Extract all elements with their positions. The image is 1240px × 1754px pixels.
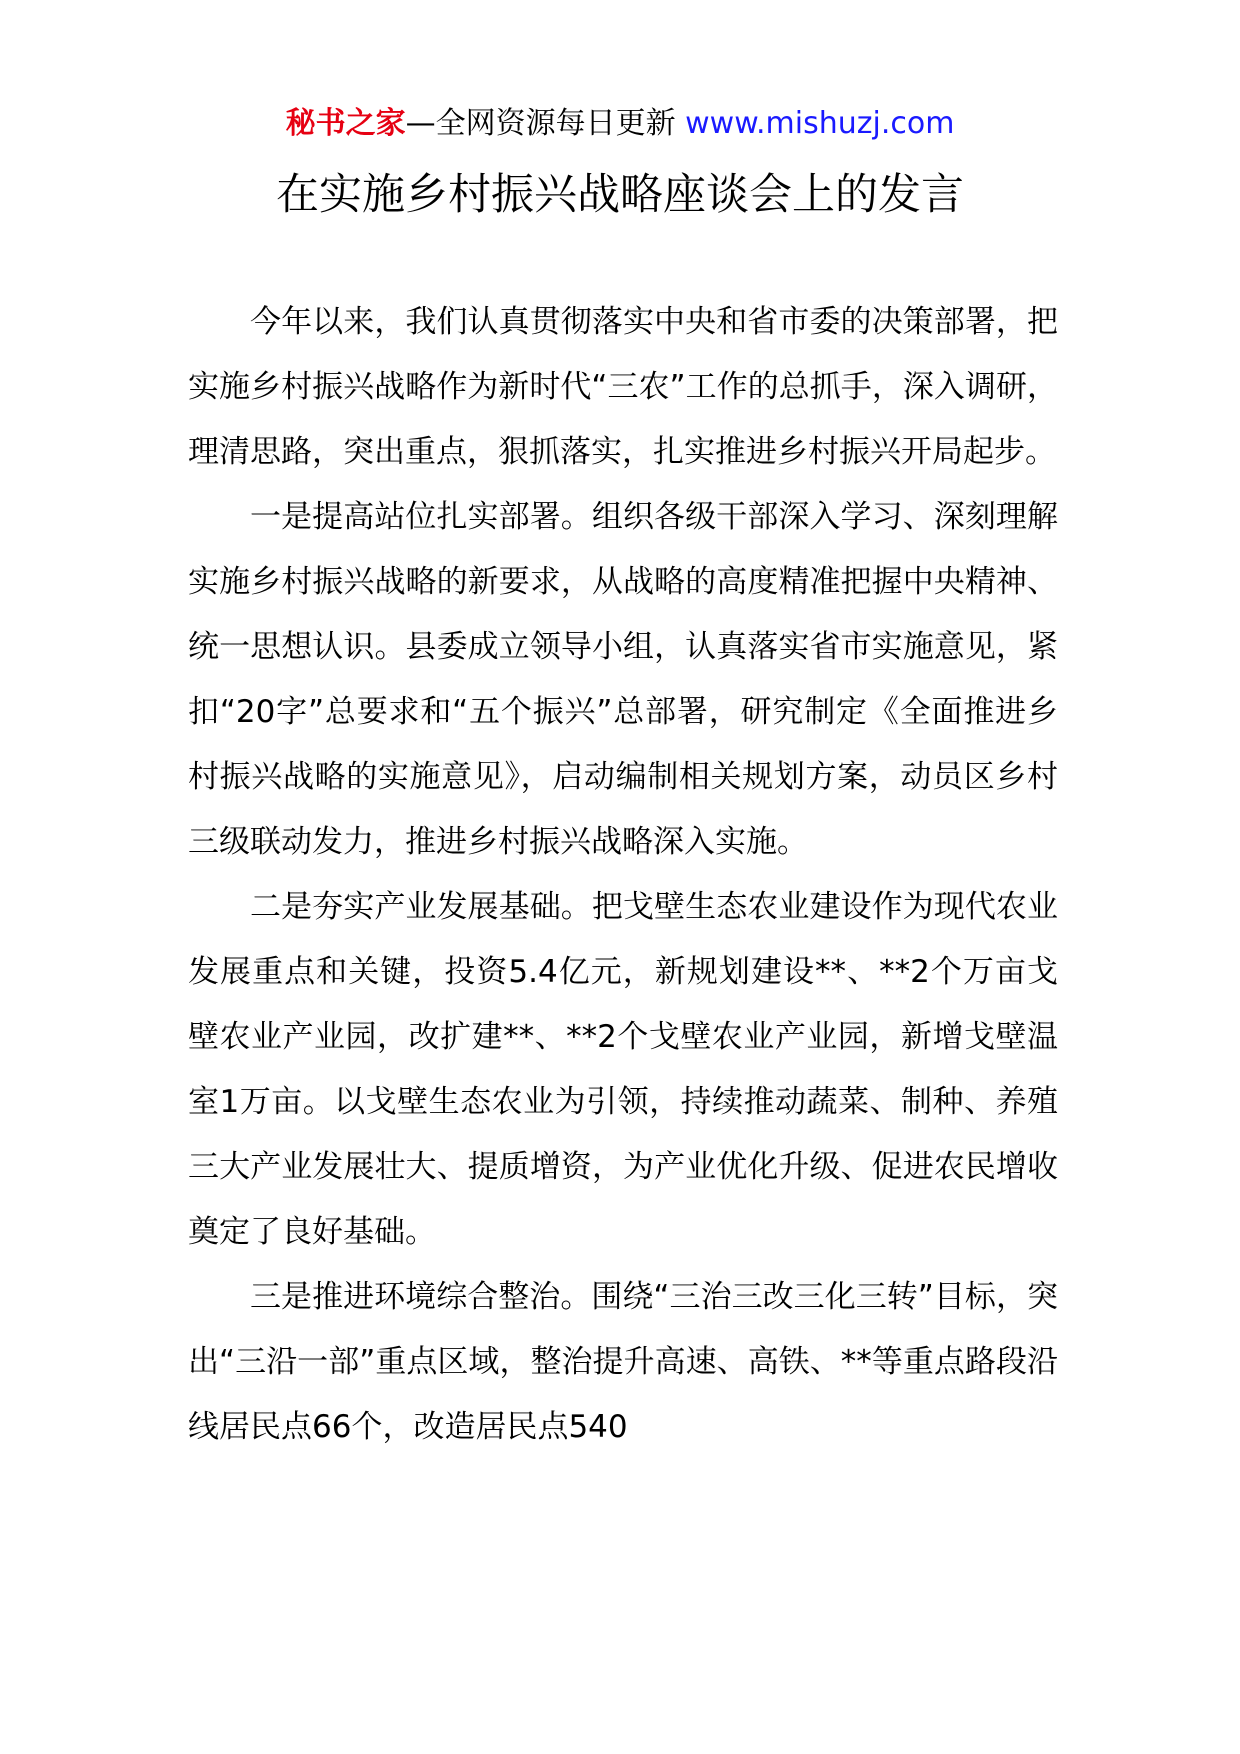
header-tagline: —全网资源每日更新 bbox=[405, 106, 676, 141]
site-header bbox=[0, 102, 1240, 146]
brand-name: 秘书之家 bbox=[285, 106, 406, 141]
paragraph-point-three: 三是推进环境综合整治。围绕“三治三改三化三转”目标，突出“三沿一部”重点区域，整治提升高速、高铁、**等重点路段沿线居民点66个，改造居民点540 bbox=[188, 1279, 1058, 1445]
paragraph-point-two: 二是夯实产业发展基础。把戈壁生态农业建设作为现代农业发展重点和关键，投资5.4亿元，新规划建设**、**2个万亩戈壁农业产业园，改扩建**、**2个戈壁农业产业园，新增戈壁温室1万亩。以戈壁生态农业为引领，持续推动蔬菜、制种、养殖三大产业发展壮大、提质增资，为产业优化升级、促进农民增收奠定了良好基础。 bbox=[188, 889, 1058, 1250]
document-title: 在实施乡村振兴战略座谈会上的发言 bbox=[276, 170, 964, 220]
document-body bbox=[188, 290, 1058, 1460]
site-url-link[interactable]: www.mishuzj.com bbox=[685, 106, 955, 141]
paragraph-intro: 今年以来，我们认真贯彻落实中央和省市委的决策部署，把实施乡村振兴战略作为新时代“三农”工作的总抓手，深入调研，理清思路，突出重点，狠抓落实，扎实推进乡村振兴开局起步。 bbox=[188, 304, 1058, 470]
paragraph-point-one: 一是提高站位扎实部署。组织各级干部深入学习、深刻理解实施乡村振兴战略的新要求，从战略的高度精准把握中央精神、统一思想认识。县委成立领导小组，认真落实省市实施意见，紧扣“20字”总要求和“五个振兴”总部署，研究制定《全面推进乡村振兴战略的实施意见》，启动编制相关规划方案，动员区乡村三级联动发力，推进乡村振兴战略深入实施。 bbox=[188, 499, 1058, 860]
